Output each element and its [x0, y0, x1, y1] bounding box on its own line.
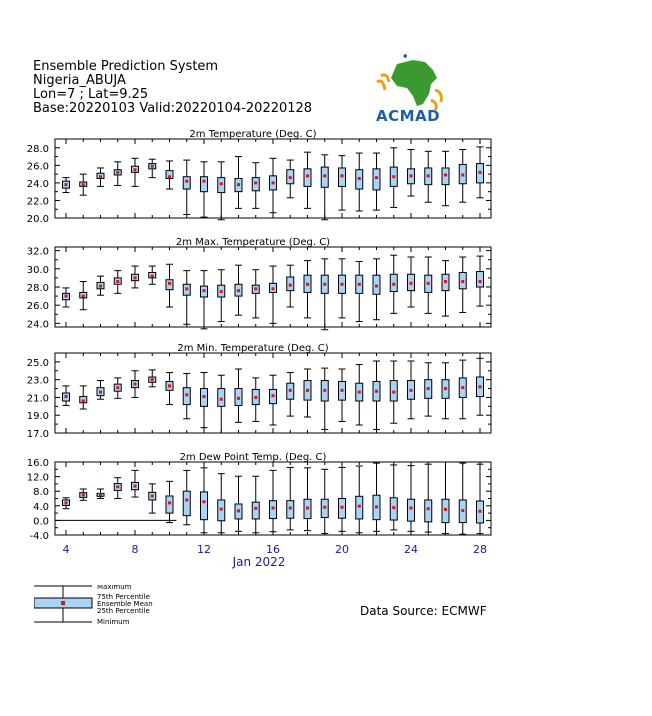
mean-dot	[203, 500, 206, 503]
mean-dot	[444, 173, 447, 176]
mean-dot	[323, 283, 326, 286]
iqr-box	[304, 169, 311, 187]
mean-dot	[375, 390, 378, 393]
mean-dot	[272, 394, 275, 397]
legend-minimum-label: Minimum	[97, 618, 130, 625]
x-tick-label: 12	[197, 543, 211, 556]
x-tick-label: 20	[335, 543, 349, 556]
mean-dot	[82, 493, 85, 496]
header-line-3: Lon=7 ; Lat=9.25	[33, 87, 149, 102]
mean-dot	[444, 508, 447, 511]
mean-dot	[254, 396, 257, 399]
mean-dot	[168, 501, 171, 504]
mean-dot	[237, 183, 240, 186]
mean-dot	[203, 289, 206, 292]
mean-dot	[65, 501, 68, 504]
mean-dot	[461, 280, 464, 283]
chart-legend	[34, 585, 234, 625]
y-tick-label: 21.0	[26, 393, 49, 405]
mean-dot	[65, 395, 68, 398]
iqr-box	[201, 177, 208, 192]
mean-dot	[134, 276, 137, 279]
iqr-box	[183, 177, 190, 189]
mean-dot	[82, 183, 85, 186]
mean-dot	[220, 508, 223, 511]
mean-dot	[341, 506, 344, 509]
mean-dot	[461, 509, 464, 512]
header-line-2: Nigeria_ABUJA	[33, 73, 126, 88]
y-tick-label: 26.0	[26, 161, 49, 173]
mean-dot	[272, 181, 275, 184]
mean-dot	[272, 506, 275, 509]
mean-dot	[99, 391, 102, 394]
mean-dot	[168, 282, 171, 285]
legend-p25-label: 25th Percentile	[97, 607, 150, 615]
mean-dot	[203, 395, 206, 398]
mean-dot	[65, 183, 68, 186]
mean-dot	[479, 280, 482, 283]
mean-dot	[461, 386, 464, 389]
y-tick-label: 12.0	[26, 472, 49, 484]
mean-dot	[358, 391, 361, 394]
legend-p75-label: 75th Percentile	[97, 593, 150, 601]
y-tick-label: 25.0	[26, 357, 49, 369]
mean-dot	[116, 171, 119, 174]
mean-dot	[254, 181, 257, 184]
data-source-label: Data Source: ECMWF	[360, 604, 487, 618]
mean-dot	[99, 285, 102, 288]
iqr-box	[425, 500, 432, 522]
mean-dot	[427, 174, 430, 177]
iqr-box	[201, 492, 208, 520]
mean-dot	[185, 180, 188, 183]
y-tick-label: 28.0	[26, 143, 49, 155]
mean-dot	[323, 506, 326, 509]
mean-dot	[410, 282, 413, 285]
mean-dot	[220, 290, 223, 293]
mean-dot	[116, 485, 119, 488]
mean-dot	[410, 506, 413, 509]
y-tick-label: 8.0	[33, 487, 49, 499]
mean-dot	[134, 383, 137, 386]
mean-dot	[306, 174, 309, 177]
x-tick-label: 28	[473, 543, 487, 556]
mean-dot	[289, 389, 292, 392]
iqr-box	[477, 272, 484, 287]
mean-dot	[427, 282, 430, 285]
mean-dot	[375, 285, 378, 288]
header-line-4: Base:20220103 Valid:20220104-20220128	[33, 101, 313, 116]
mean-dot	[358, 177, 361, 180]
legend-maximum-label: Maximum	[97, 585, 132, 591]
mean-dot	[306, 283, 309, 286]
mean-dot	[306, 506, 309, 509]
mean-dot	[392, 175, 395, 178]
iqr-box	[183, 491, 190, 515]
y-tick-label: 16.0	[26, 458, 49, 469]
mean-dot	[323, 174, 326, 177]
mean-dot	[168, 384, 171, 387]
mean-dot	[375, 505, 378, 508]
mean-dot	[237, 397, 240, 400]
header-line-1: Ensemble Prediction System	[33, 59, 219, 74]
mean-dot	[444, 280, 447, 283]
mean-dot	[427, 387, 430, 390]
mean-dot	[151, 494, 154, 497]
legend-mean-dot	[61, 601, 65, 605]
mean-dot	[151, 165, 154, 168]
mean-dot	[427, 507, 430, 510]
x-tick-label: 4	[62, 543, 70, 556]
mean-dot	[289, 284, 292, 287]
y-tick-label: 24.0	[26, 319, 49, 331]
mean-dot	[392, 283, 395, 286]
mean-dot	[151, 275, 154, 278]
iqr-box	[218, 389, 225, 407]
mean-dot	[134, 485, 137, 488]
mean-dot	[151, 378, 154, 381]
mean-dot	[272, 287, 275, 290]
y-tick-label: 19.0	[26, 411, 49, 423]
mean-dot	[358, 505, 361, 508]
mean-dot	[99, 175, 102, 178]
iqr-box	[252, 502, 259, 519]
mean-dot	[341, 174, 344, 177]
mean-dot	[479, 385, 482, 388]
x-tick-label: 24	[404, 543, 418, 556]
y-tick-label: 24.0	[26, 178, 49, 190]
mean-dot	[375, 176, 378, 179]
panel-title: 2m Temperature (Deg. C)	[189, 129, 317, 140]
mean-dot	[65, 295, 68, 298]
mean-dot	[358, 283, 361, 286]
x-tick-label: 16	[266, 543, 280, 556]
mean-dot	[392, 391, 395, 394]
y-tick-label: 0.0	[33, 516, 49, 528]
mean-dot	[289, 176, 292, 179]
mean-dot	[203, 180, 206, 183]
mean-dot	[410, 389, 413, 392]
y-tick-label: 28.0	[26, 283, 49, 294]
y-tick-label: 32.0	[26, 246, 49, 258]
mean-dot	[254, 507, 257, 510]
mean-dot	[479, 510, 482, 513]
y-tick-label: 22.0	[26, 196, 49, 208]
mean-dot	[134, 168, 137, 171]
y-tick-label: -4.0	[29, 531, 49, 542]
mean-dot	[168, 175, 171, 178]
y-tick-label: 23.0	[26, 375, 49, 387]
mean-dot	[410, 174, 413, 177]
mean-dot	[82, 400, 85, 403]
mean-dot	[99, 493, 102, 496]
mean-dot	[185, 287, 188, 290]
mean-dot	[82, 295, 85, 298]
y-tick-label: 26.0	[26, 301, 49, 313]
x-tick-label: 8	[131, 543, 139, 556]
mean-dot	[237, 289, 240, 292]
x-axis-label: Jan 2022	[232, 555, 286, 569]
mean-dot	[289, 506, 292, 509]
iqr-box	[270, 501, 277, 519]
panel-title: 2m Dew Point Temp. (Deg. C)	[179, 452, 327, 463]
mean-dot	[116, 280, 119, 283]
panel-title: 2m Max. Temperature (Deg. C)	[175, 237, 331, 248]
y-tick-label: 17.0	[26, 429, 49, 440]
mean-dot	[341, 283, 344, 286]
mean-dot	[220, 398, 223, 401]
mean-dot	[185, 498, 188, 501]
panel-title: 2m Min. Temperature (Deg. C)	[177, 343, 329, 354]
mean-dot	[444, 387, 447, 390]
mean-dot	[116, 386, 119, 389]
iqr-box	[373, 169, 380, 190]
mean-dot	[392, 506, 395, 509]
acmad-logo-text: ACMAD	[376, 107, 441, 125]
mean-dot	[254, 287, 257, 290]
mean-dot	[479, 171, 482, 174]
legend-mean-label: Ensemble Mean	[97, 600, 153, 608]
y-tick-label: 4.0	[33, 501, 49, 513]
mean-dot	[323, 389, 326, 392]
mean-dot	[237, 509, 240, 512]
mean-dot	[306, 389, 309, 392]
mean-dot	[461, 173, 464, 176]
mean-dot	[220, 182, 223, 185]
mean-dot	[341, 389, 344, 392]
y-tick-label: 30.0	[26, 264, 49, 276]
iqr-box	[166, 496, 173, 513]
mean-dot	[185, 393, 188, 396]
y-tick-label: 20.0	[26, 214, 49, 225]
iqr-box	[408, 499, 415, 521]
